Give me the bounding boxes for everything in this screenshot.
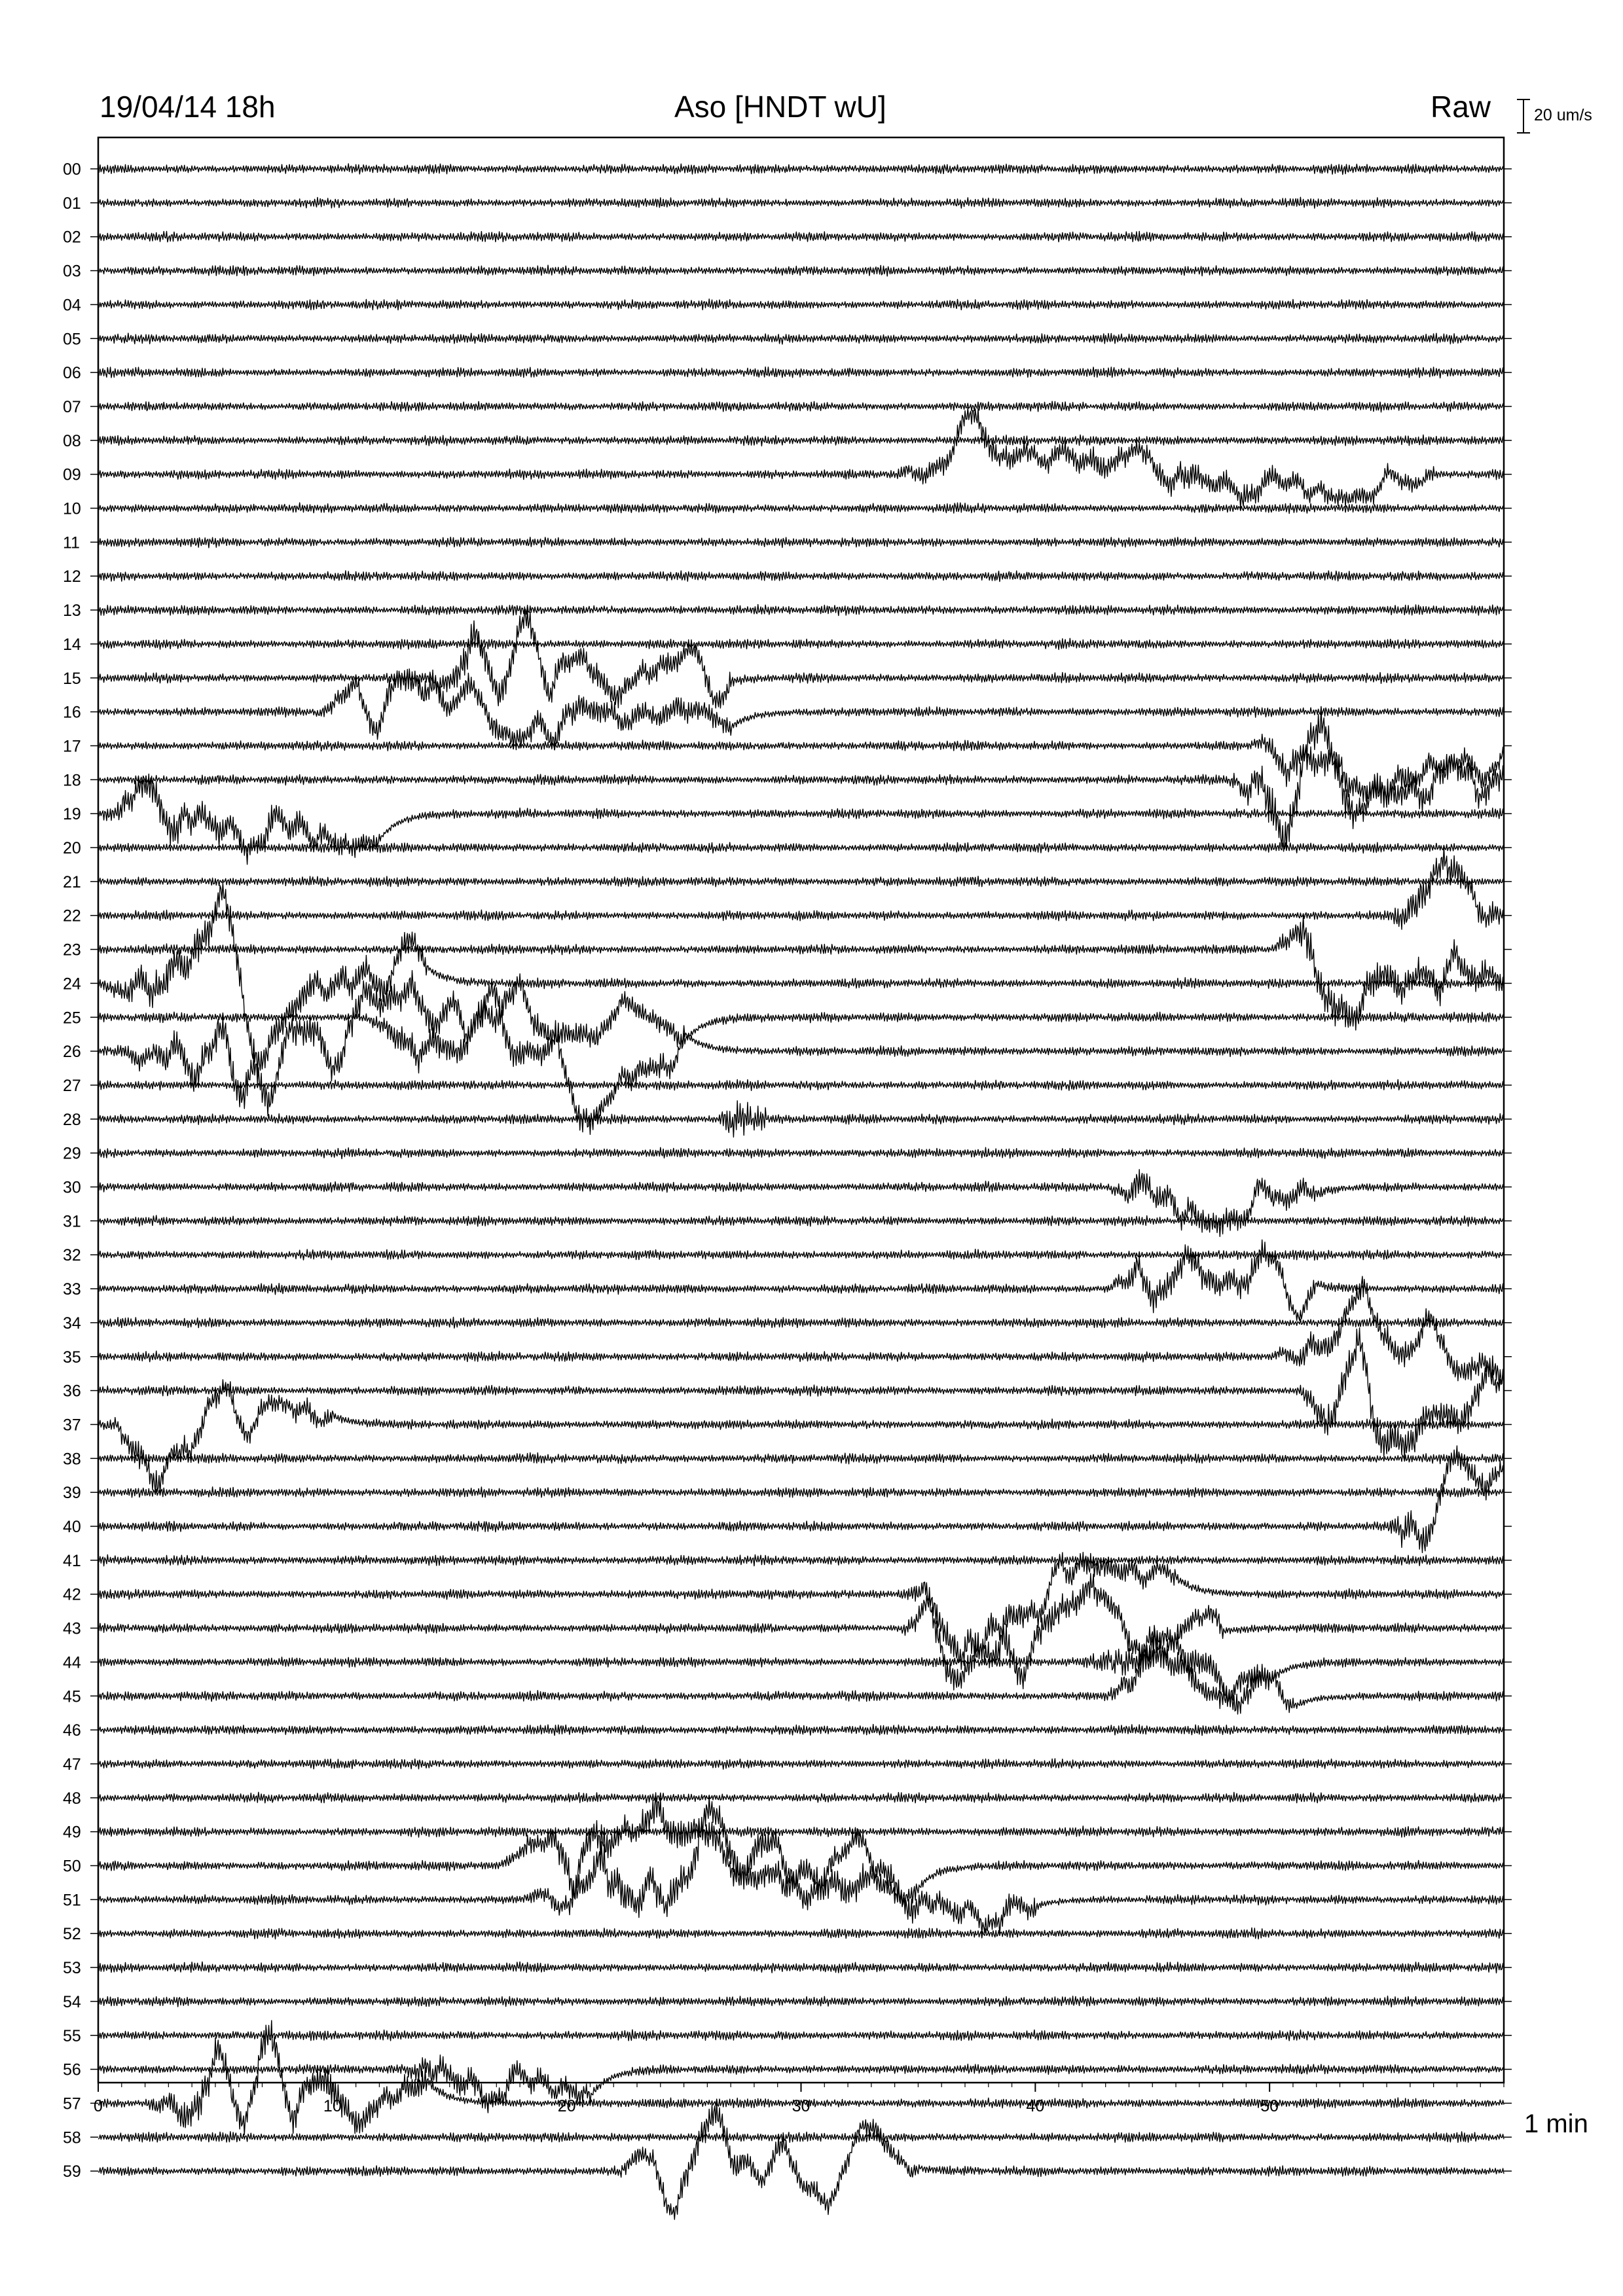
trace-row [98, 1328, 1504, 1458]
trace-row [98, 842, 1504, 853]
row-label: 31 [63, 1212, 81, 1231]
row-label: 28 [63, 1110, 81, 1129]
row-label: 26 [63, 1043, 81, 1062]
trace-row [98, 1725, 1504, 1736]
trace-group [98, 164, 1504, 2219]
x-tick-label: 0 [94, 2097, 103, 2115]
trace-row [98, 883, 1504, 1075]
row-label: 50 [63, 1857, 81, 1876]
row-label: 51 [63, 1891, 81, 1910]
trace-row [98, 1573, 1504, 1689]
row-label: 39 [63, 1484, 81, 1503]
trace-row [98, 1962, 1504, 1973]
trace-row [98, 2020, 1504, 2134]
plot-frame [98, 137, 1504, 2083]
row-label: 24 [63, 975, 81, 994]
row-label: 11 [63, 533, 80, 552]
trace-row [98, 2030, 1504, 2041]
row-label: 44 [63, 1653, 81, 1672]
trace-row [98, 1318, 1504, 1329]
trace-row [98, 1487, 1504, 1498]
amplitude-scale-label: 20 um/s [1534, 106, 1592, 124]
row-label: 22 [63, 906, 81, 925]
row-label: 58 [63, 2128, 81, 2147]
station-title: Aso [HNDT wU] [674, 90, 886, 124]
trace-row [98, 638, 1504, 649]
x-axis-unit-label: 1 min [1524, 2109, 1588, 2138]
row-label: 01 [63, 194, 81, 213]
row-label: 19 [63, 805, 81, 824]
row-label: 33 [63, 1280, 81, 1299]
mode-label: Raw [1431, 90, 1491, 124]
x-tick-label: 20 [557, 2097, 576, 2115]
trace-row [98, 1215, 1504, 1227]
trace-row [98, 367, 1504, 378]
row-label: 21 [63, 872, 81, 891]
trace-row [98, 1446, 1504, 1552]
row-label: 00 [63, 160, 81, 179]
trace-row [98, 197, 1504, 208]
row-label: 10 [63, 499, 81, 518]
x-tick-label: 10 [323, 2097, 342, 2115]
row-label: 32 [63, 1246, 81, 1265]
trace-row [98, 1147, 1504, 1158]
row-label: 42 [63, 1585, 81, 1604]
trace-row [98, 537, 1504, 548]
x-tick-label: 50 [1260, 2097, 1279, 2115]
row-label: 30 [63, 1178, 81, 1197]
x-tick-group [94, 2083, 1504, 2115]
row-label: 35 [63, 1348, 81, 1367]
trace-row [98, 231, 1504, 242]
x-tick-label: 40 [1026, 2097, 1045, 2115]
row-label: 17 [63, 737, 81, 756]
row-label: 49 [63, 1823, 81, 1842]
trace-row [98, 571, 1504, 582]
trace-row [98, 1759, 1504, 1769]
trace-row [98, 1170, 1504, 1237]
trace-row [98, 1996, 1504, 2007]
trace-row [98, 2103, 1504, 2219]
row-label: 13 [63, 601, 81, 620]
trace-row [98, 774, 1504, 865]
row-label: 46 [63, 1721, 81, 1740]
trace-row [98, 1276, 1504, 1393]
row-label: 29 [63, 1144, 81, 1163]
row-label: 56 [63, 2060, 81, 2079]
row-label: 38 [63, 1450, 81, 1469]
date-hour-label: 19/04/14 18h [100, 90, 276, 124]
row-label: 52 [63, 1925, 81, 1944]
trace-row [98, 1453, 1504, 1464]
row-label: 16 [63, 703, 81, 722]
trace-row [98, 1554, 1504, 1566]
trace-row [98, 265, 1504, 276]
trace-row [98, 1826, 1504, 1837]
row-label: 36 [63, 1382, 81, 1401]
row-label: 09 [63, 465, 81, 484]
row-label: 41 [63, 1551, 81, 1570]
x-tick-label: 30 [792, 2097, 811, 2115]
row-label: 18 [63, 771, 81, 790]
trace-row [98, 605, 1504, 616]
row-label: 45 [63, 1687, 81, 1706]
row-label: 08 [63, 431, 81, 450]
row-label: 25 [63, 1009, 81, 1028]
row-label: 53 [63, 1959, 81, 1978]
row-label: 15 [63, 669, 81, 688]
row-label: 04 [63, 296, 81, 315]
row-label: 14 [63, 635, 81, 654]
trace-row [98, 876, 1504, 888]
trace-row [98, 1793, 1504, 1910]
trace-row [98, 1792, 1504, 1803]
row-label: 57 [63, 2094, 81, 2113]
trace-row [98, 916, 1504, 1030]
trace-row [98, 2132, 1504, 2143]
row-label: 12 [63, 567, 81, 586]
trace-row [98, 1928, 1504, 1939]
trace-row [98, 164, 1504, 174]
row-label: 20 [63, 839, 81, 857]
row-label: 03 [63, 262, 81, 281]
trace-row [98, 333, 1504, 344]
trace-row [98, 706, 1504, 851]
row-label: 07 [63, 397, 81, 416]
row-label: 54 [63, 1992, 81, 2011]
trace-row [98, 607, 1504, 708]
trace-row [98, 299, 1504, 310]
trace-row [98, 669, 1504, 750]
trace-row [98, 1249, 1504, 1261]
trace-row [98, 503, 1504, 513]
trace-row [98, 435, 1504, 446]
trace-row [98, 401, 1504, 412]
row-label: 34 [63, 1314, 81, 1333]
row-label: 06 [63, 364, 81, 383]
row-label: 27 [63, 1076, 81, 1095]
row-label: 23 [63, 941, 81, 960]
row-label: 02 [63, 228, 81, 247]
row-label: 37 [63, 1416, 81, 1435]
row-label: 05 [63, 330, 81, 349]
trace-row [98, 408, 1504, 509]
trace-row [98, 734, 1504, 808]
trace-row [98, 1101, 1504, 1138]
trace-row [98, 1633, 1504, 1714]
row-label: 47 [63, 1755, 81, 1774]
trace-row [98, 1079, 1504, 1090]
row-label: 40 [63, 1518, 81, 1536]
row-label: 55 [63, 2026, 81, 2045]
trace-row [98, 1380, 1504, 1494]
trace-row [98, 846, 1504, 929]
row-label: 59 [63, 2162, 81, 2181]
row-label: 48 [63, 1789, 81, 1808]
row-label: 43 [63, 1619, 81, 1638]
trace-row [98, 1552, 1504, 1690]
